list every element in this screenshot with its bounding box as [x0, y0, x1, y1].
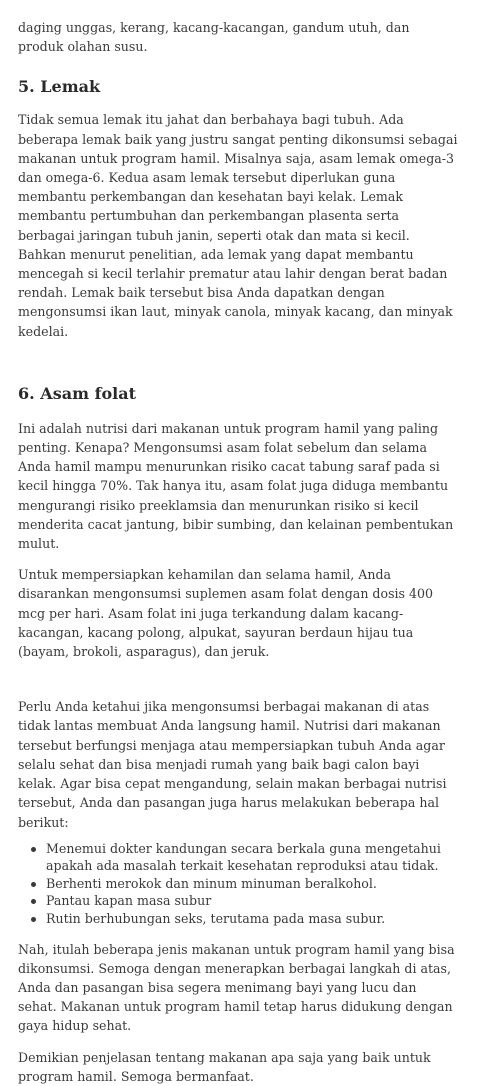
asam-folat-paragraph-2: Untuk mempersiapkan kehamilan dan selama hamil, Anda disarankan mengonsumsi suplemen asam folat dengan dosis 400 mcg per hari. Asam folat ini juga terkandung dalam kacang-kacangan, kacang polong, alpukat, sayuran berdaun hijau tua (bayam, brokoli, asparagus), dan jeruk. [18, 567, 434, 660]
tip-text: Pantau kapan masa subur [46, 893, 212, 909]
lemak-paragraph: Tidak semua lemak itu jahat dan berbahaya bagi tubuh. Ada beberapa lemak baik yang justru sangat penting dikonsumsi sebagai makanan untuk program hamil. Misalnya saja, asam lemak omega-3 dan omega-6. Kedua asam lemak tersebut diperlukan guna membantu perkembangan dan kesehatan bayi kelak. Lemak membantu pertumbuhan dan perkembangan plasenta serta berbagai jaringan tubuh janin, seperti otak dan mata si kecil. Bahkan menurut penelitian, ada lemak yang dapat membantu mencegah si kecil terlahir prematur atau lahir dengan berat badan rendah. Lemak baik tersebut bisa Anda dapatkan dengan mengonsumsi ikan laut, minyak canola, minyak kacang, dan minyak kedelai. [18, 112, 458, 339]
tips-intro-paragraph: Perlu Anda ketahui jika mengonsumsi berbagai makanan di atas tidak lantas membuat Anda langsung hamil. Nutrisi dari makanan tersebut berfungsi menjaga atau mempersiapkan tubuh Anda agar selalu sehat dan bisa menjadi rumah yang baik bagi calon bayi kelak. Agar bisa cepat mengandung, selain makan berbagai nutrisi tersebut, Anda dan pasangan juga harus melakukan beberapa hal berikut: [18, 699, 447, 830]
bullet-icon [31, 917, 36, 922]
bullet-icon [31, 847, 36, 852]
section-heading-lemak: 5. Lemak [18, 77, 101, 97]
final-paragraph: Demikian penjelasan tentang makanan apa saja yang baik untuk program hamil. Semoga bermanfaat. [18, 1049, 431, 1084]
tip-text: Menemui dokter kandungan secara berkala guna mengetahui apakah ada masalah terkait kesehatan reproduksi atau tidak. [46, 840, 441, 874]
tips-list [18, 840, 458, 928]
list-item [46, 892, 458, 910]
asam-folat-paragraph-1: Ini adalah nutrisi dari makanan untuk program hamil yang paling penting. Kenapa? Mengonsumsi asam folat sebelum dan selama Anda hamil mampu menurunkan risiko cacat tabung saraf pada si kecil hingga 70%. Tak hanya itu, asam folat juga diduga membantu mengurangi risiko preeklamsia dan menurunkan risiko si kecil menderita cacat jantung, bibir sumbing, dan kelainan pembentukan mulut. [18, 420, 454, 552]
list-item [46, 875, 458, 893]
list-item [46, 840, 458, 875]
list-item [46, 910, 458, 928]
section-heading-asam-folat: 6. Asam folat [18, 383, 136, 403]
tip-text: Berhenti merokok dan minum minuman beralkohol. [46, 875, 377, 891]
tip-text: Rutin berhubungan seks, terutama pada masa subur. [46, 911, 386, 927]
closing-paragraph: Nah, itulah beberapa jenis makanan untuk program hamil yang bisa dikonsumsi. Semoga dengan menerapkan berbagai langkah di atas, Anda dan pasangan bisa segera menimang bayi yang lucu dan sehat. Makanan untuk program hamil tetap harus didukung dengan gaya hidup sehat. [18, 941, 455, 1034]
bullet-icon [31, 899, 36, 904]
article-body [18, 18, 458, 1086]
bullet-icon [31, 882, 36, 887]
intro-paragraph-tail: daging unggas, kerang, kacang-kacangan, gandum utuh, dan produk olahan susu. [18, 20, 410, 55]
